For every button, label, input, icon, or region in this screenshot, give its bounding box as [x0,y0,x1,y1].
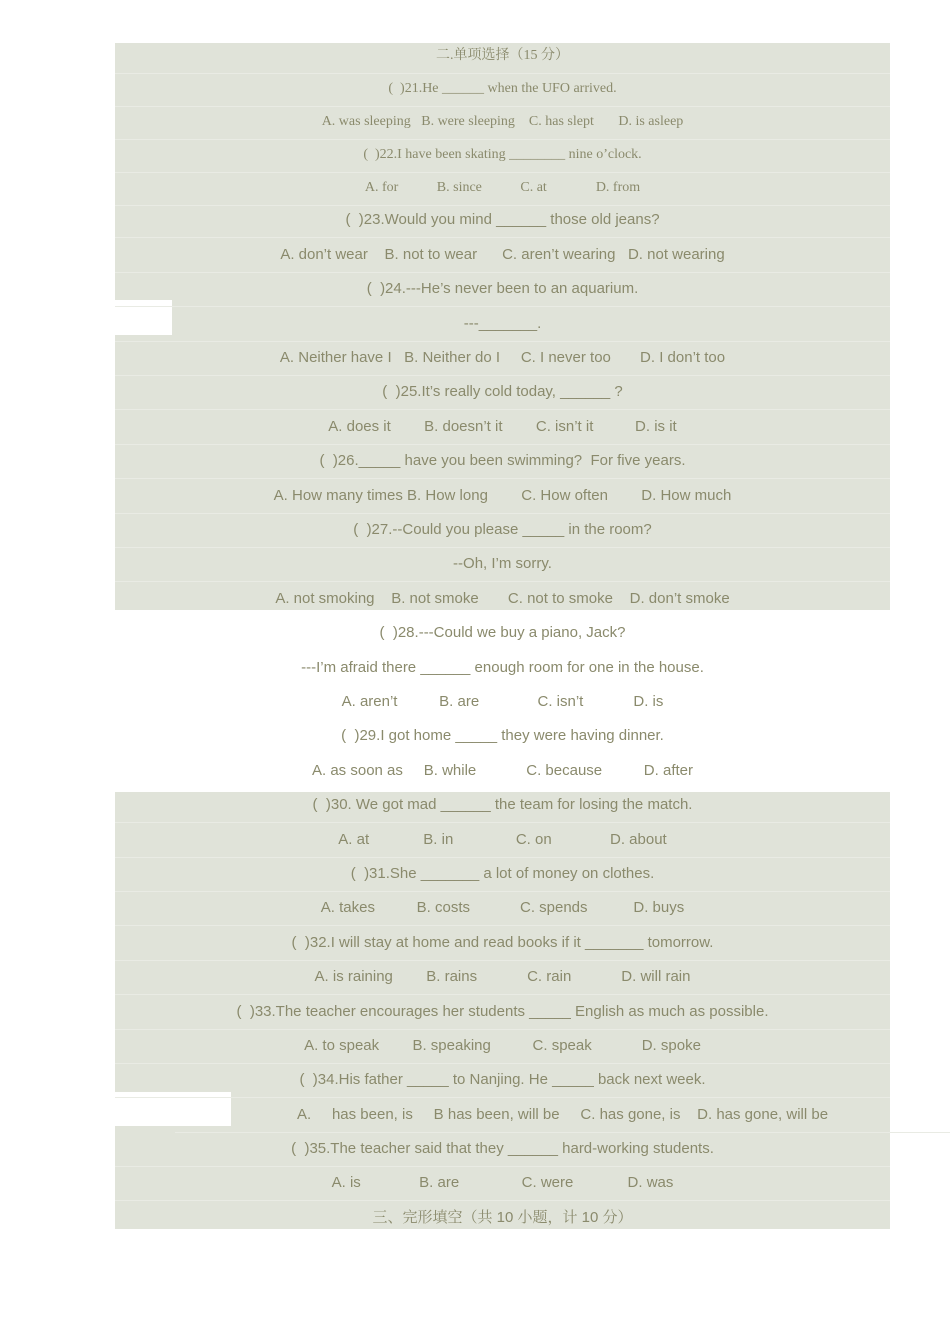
question-21: ( )21.He ______ when the UFO arrived. [115,72,890,107]
question-28: ( )28.---Could we buy a piano, Jack? [379,624,626,641]
question-24: ( )24.---He’s never been to an aquarium. [115,272,890,307]
question-31: ( )31.She _______ a lot of money on clothes. [115,857,890,892]
options-30: A. at B. in C. on D. about [115,823,890,858]
options-29: A. as soon as B. while C. because D. after [312,762,693,779]
question-35: ( )35.The teacher said that they ______ hard-working students. [115,1132,890,1167]
question-29: ( )29.I got home _____ they were having dinner. [341,727,664,744]
options-24: A. Neither have I B. Neither do I C. I never too D. I don’t too [115,341,890,376]
options-34: A. has been, is B has been, will be C. has gone, is D. has gone, will be [175,1098,950,1133]
options-23: A. don’t wear B. not to wear C. aren’t wearing D. not wearing [115,238,890,273]
options-25: A. does it B. doesn’t it C. isn’t it D. is it [115,410,890,445]
options-32: A. is raining B. rains C. rain D. will rain [115,960,890,995]
question-22: ( )22.I have been skating ________ nine o’clock. [115,138,890,173]
answer-24: ---_______. [115,307,890,342]
options-21: A. was sleeping B. were sleeping C. has slept D. is asleep [115,105,890,140]
question-27: ( )27.--Could you please _____ in the room? [115,513,890,548]
options-28: A. aren’t B. are C. isn’t D. is [341,693,664,710]
options-33: A. to speak B. speaking C. speak D. spoke [115,1029,890,1064]
section-heading: 三、完形填空（共 10 小题，计 10 分） [372,1209,633,1226]
options-22: A. for B. since C. at D. from [115,171,890,206]
question-33: ( )33.The teacher encourages her students _____ English as much as possible. [115,995,890,1030]
question-25: ( )25.It’s really cold today, ______ ? [115,375,890,410]
options-27: A. not smoking B. not smoke C. not to smoke D. don’t smoke [275,590,730,607]
answer-27: --Oh, I’m sorry. [115,547,890,582]
question-26: ( )26._____ have you been swimming? For five years. [115,444,890,479]
section-heading: 二.单项选择（15 分） [115,39,890,74]
question-23: ( )23.Would you mind ______ those old jeans? [115,203,890,238]
question-34: ( )34.His father _____ to Nanjing. He _____ back next week. [115,1063,890,1098]
options-31: A. takes B. costs C. spends D. buys [115,891,890,926]
options-35: A. is B. are C. were D. was [115,1166,890,1201]
options-26: A. How many times B. How long C. How often D. How much [115,479,890,514]
question-30: ( )30. We got mad ______ the team for losing the match. [115,788,890,823]
answer-28: ---I’m afraid there ______ enough room for one in the house. [301,659,704,676]
question-32: ( )32.I will stay at home and read books if it _______ tomorrow. [115,926,890,961]
